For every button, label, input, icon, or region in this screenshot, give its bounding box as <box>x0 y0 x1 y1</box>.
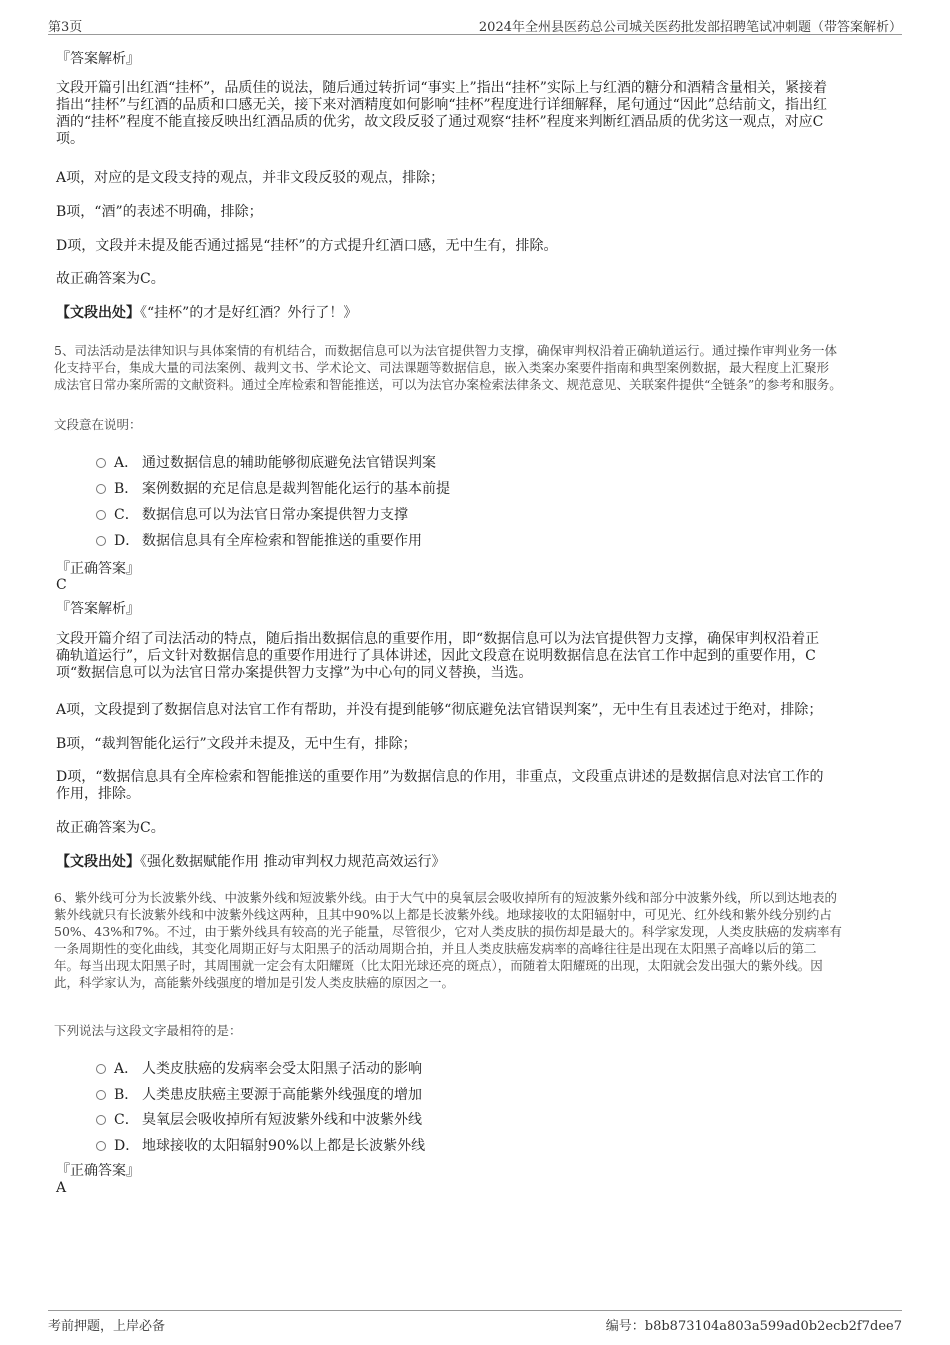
q5-analysis-line: 文段开篇介绍了司法活动的特点，随后指出数据信息的重要作用，即“数据信息可以为法官提供智力支撑，确保审判权沿着正 <box>56 631 820 647</box>
q4-source-label: 【文段出处】 <box>56 305 140 321</box>
radio-icon[interactable] <box>96 536 106 546</box>
page-number: 第3页 <box>48 20 83 35</box>
q5-option-b[interactable] <box>96 478 450 498</box>
option-text: 臭氧层会吸收掉所有短波紫外线和中波紫外线 <box>142 1112 422 1128</box>
radio-icon[interactable] <box>96 1064 106 1074</box>
q4-source-title: 《“挂杯”的才是好红酒？外行了！》 <box>140 305 358 321</box>
radio-icon[interactable] <box>96 510 106 520</box>
q5-stem-line: 成法官日常办案所需的文献资料。通过全库检索和智能推送，可以为法官办案检索法律条文、规范意见、关联案件提供“全链条”的参考和服务。 <box>54 377 842 392</box>
option-text: 案例数据的充足信息是裁判智能化运行的基本前提 <box>142 481 450 497</box>
option-letter: C． <box>114 507 139 523</box>
q4-analysis-label: 『答案解析』 <box>56 51 140 67</box>
option-text: 人类患皮肤癌主要源于高能紫外线强度的增加 <box>142 1087 422 1103</box>
option-letter: B． <box>114 481 139 497</box>
option-letter: C． <box>114 1112 139 1128</box>
q5-stem-line: 5、司法活动是法律知识与具体案情的有机结合，而数据信息可以为法官提供智力支撑，确保审判权沿着正确轨道运行。通过操作审判业务一体 <box>54 343 837 358</box>
q5-option-a-analysis: A项，文段提到了数据信息对法官工作有帮助，并没有提到能够“彻底避免法官错误判案”，无中生有且表述过于绝对，排除； <box>56 702 823 718</box>
option-text: 人类皮肤癌的发病率会受太阳黑子活动的影响 <box>142 1061 422 1077</box>
q6-stem-line: 年。每当出现太阳黑子时，其周围就一定会有太阳耀斑（比太阳光球还亮的斑点），而随着太阳耀斑的出现，太阳就会发出强大的紫外线。因 <box>54 958 823 973</box>
page-header <box>48 14 902 35</box>
option-letter: A． <box>114 1061 139 1077</box>
q6-option-c[interactable] <box>96 1109 422 1129</box>
q6-stem-line: 6、紫外线可分为长波紫外线、中波紫外线和短波紫外线。由于大气中的臭氧层会吸收掉所有的短波紫外线和部分中波紫外线，所以到达地表的 <box>54 890 837 905</box>
q6-stem-line: 50%、43%和7%。不过，由于紫外线具有较高的光子能量，尽管很少，它对人类皮肤的损伤却是最大的。科学家发现，人类皮肤癌的发病率有 <box>54 924 842 939</box>
option-text: 数据信息具有全库检索和智能推送的重要作用 <box>142 533 422 549</box>
q6-stem-line: 紫外线就只有长波紫外线和中波紫外线这两种，且其中90%以上都是长波紫外线。地球接收的太阳辐射中，可见光、红外线和紫外线分别约占 <box>54 907 832 922</box>
document-id: 编号：b8b873104a803a599ad0b2ecb2f7dee7 <box>605 1319 902 1334</box>
q4-option-b-analysis: B项，“酒”的表述不明确，排除； <box>56 204 263 220</box>
radio-icon[interactable] <box>96 1090 106 1100</box>
q5-stem <box>54 342 842 393</box>
q5-option-c[interactable] <box>96 504 408 524</box>
option-text: 通过数据信息的辅助能够彻底避免法官错误判案 <box>142 455 436 471</box>
page-footer <box>48 1310 902 1335</box>
q5-option-d-line: D项，“数据信息具有全库检索和智能推送的重要作用”为数据信息的作用，非重点，文段重点讲述的是数据信息对法官工作的 <box>56 769 824 785</box>
radio-icon[interactable] <box>96 1141 106 1151</box>
q5-source-label: 【文段出处】 <box>56 854 140 870</box>
q5-option-d-analysis <box>56 769 824 803</box>
q5-analysis-label: 『答案解析』 <box>56 601 140 617</box>
radio-icon[interactable] <box>96 458 106 468</box>
q6-stem-line: 此，科学家认为，高能紫外线强度的增加是引发人类皮肤癌的原因之一。 <box>54 975 455 990</box>
q6-answer-label: 『正确答案』 <box>56 1163 140 1179</box>
q5-prompt: 文段意在说明： <box>54 417 142 432</box>
q4-source <box>56 305 357 322</box>
q4-option-d-analysis: D项，文段并未提及能否通过摇晃“挂杯”的方式提升红酒口感，无中生有，排除。 <box>56 238 558 254</box>
q6-stem-line: 一条周期性的变化曲线，其变化周期正好与太阳黑子的活动周期合拍，并且人类皮肤癌发病率的高峰往往是出现在太阳黑子高峰以后的第二 <box>54 941 817 956</box>
q4-conclusion: 故正确答案为C。 <box>56 271 165 287</box>
q5-answer-label: 『正确答案』 <box>56 561 140 577</box>
q6-stem <box>54 889 842 991</box>
q5-source-title: 《强化数据赋能作用 推动审判权力规范高效运行》 <box>140 854 446 870</box>
q5-option-a[interactable] <box>96 452 436 472</box>
q6-option-d[interactable] <box>96 1135 425 1155</box>
q4-analysis-line: 指出“挂杯”与红酒的品质和口感无关，接下来对酒精度如何影响“挂杯”程度进行详细解释，尾句通过“因此”总结前文，指出红 <box>56 97 827 113</box>
q4-analysis <box>56 80 827 148</box>
document-title: 2024年全州县医药总公司城关医药批发部招聘笔试冲刺题（带答案解析） <box>478 20 902 35</box>
q5-analysis-line: 项“数据信息可以为法官日常办案提供智力支撑”为中心句的同义替换，当选。 <box>56 665 533 681</box>
option-text: 数据信息可以为法官日常办案提供智力支撑 <box>142 507 408 523</box>
q6-option-b[interactable] <box>96 1084 422 1104</box>
option-text: 地球接收的太阳辐射90%以上都是长波紫外线 <box>142 1138 426 1154</box>
q4-analysis-line: 文段开篇引出红酒“挂杯”，品质佳的说法，随后通过转折词“事实上”指出“挂杯”实际上与红酒的糖分和酒精含量相关，紧接着 <box>56 80 827 96</box>
q5-analysis <box>56 631 819 682</box>
q5-answer: C <box>56 577 67 593</box>
option-letter: B． <box>114 1087 139 1103</box>
q6-prompt: 下列说法与这段文字最相符的是： <box>54 1023 242 1038</box>
q5-analysis-line: 确轨道运行”，后文针对数据信息的重要作用进行了具体讲述，因此文段意在说明数据信息在法官工作中起到的重要作用，C <box>56 648 816 664</box>
q5-option-d[interactable] <box>96 530 422 550</box>
option-letter: A． <box>114 455 139 471</box>
q4-analysis-line: 项。 <box>56 131 84 147</box>
q6-answer: A <box>56 1180 67 1196</box>
q5-conclusion: 故正确答案为C。 <box>56 820 165 836</box>
q5-option-b-analysis: B项，“裁判智能化运行”文段并未提及，无中生有，排除； <box>56 736 417 752</box>
q5-stem-line: 化支持平台，集成大量的司法案例、裁判文书、学术论文、司法课题等数据信息，嵌入类案办案要件指南和典型案例数据，最大程度上汇聚形 <box>54 360 830 375</box>
q4-analysis-line: 酒的“挂杯”程度不能直接反映出红酒品质的优劣，故文段反驳了通过观察“挂杯”程度来判断红酒品质的优劣这一观点，对应C <box>56 114 824 130</box>
radio-icon[interactable] <box>96 484 106 494</box>
option-letter: D． <box>114 533 140 549</box>
q6-option-a[interactable] <box>96 1058 422 1078</box>
q5-option-d-line: 作用，排除。 <box>56 786 140 802</box>
radio-icon[interactable] <box>96 1115 106 1125</box>
q4-option-a-analysis: A项，对应的是文段支持的观点，并非文段反驳的观点，排除； <box>56 170 445 186</box>
option-letter: D． <box>114 1138 140 1154</box>
footer-slogan: 考前押题，上岸必备 <box>48 1319 166 1334</box>
q5-source <box>56 854 445 871</box>
